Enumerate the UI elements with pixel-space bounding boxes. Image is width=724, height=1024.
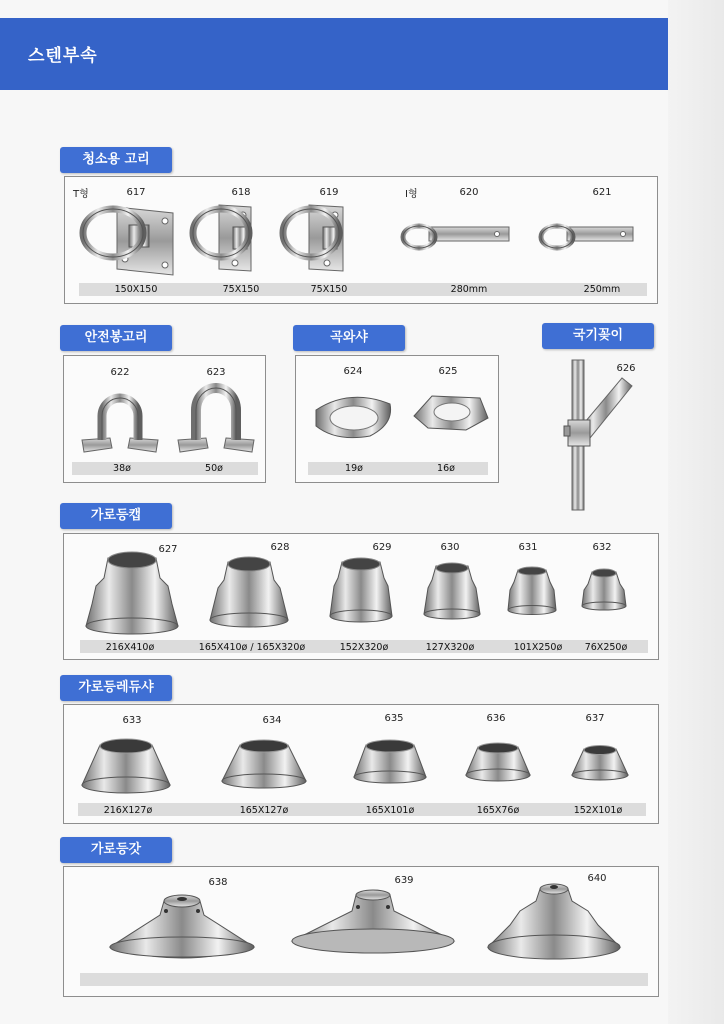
product-image-625 [410, 390, 490, 436]
product-number: 635 [384, 713, 404, 724]
product-number: 621 [592, 187, 612, 198]
product-number: 618 [231, 187, 251, 198]
product-image-623 [176, 382, 256, 456]
product-image-629 [326, 556, 396, 626]
product-image-631 [504, 564, 560, 618]
product-image-638 [104, 885, 260, 965]
product-size: 216X127ø [103, 805, 153, 816]
product-number: 617 [126, 187, 146, 198]
product-image-619 [277, 201, 353, 275]
product-size: 75X150 [310, 284, 348, 295]
product-number: 633 [122, 715, 142, 726]
product-size: 38ø [113, 463, 131, 474]
product-image-624 [310, 390, 396, 440]
product-number: 636 [486, 713, 506, 724]
tab-lamp-cap: 가로등캡 [60, 503, 172, 529]
product-image-640 [484, 879, 624, 965]
product-number: 625 [438, 366, 458, 377]
product-number: 631 [518, 542, 538, 553]
product-size: 165X127ø [239, 805, 289, 816]
product-image-635 [350, 737, 430, 787]
product-number: 620 [459, 187, 479, 198]
product-image-617 [79, 203, 179, 277]
product-size: 216X410ø [105, 642, 155, 653]
product-image-637 [568, 743, 632, 783]
lamp-reducer-panel [63, 704, 659, 824]
product-size: 152X101ø [573, 805, 623, 816]
product-number: 640 [587, 873, 607, 884]
product-size: 280mm [450, 284, 488, 295]
product-size: 19ø [345, 463, 363, 474]
tab-lamp-shade: 가로등갓 [60, 837, 172, 863]
product-size: 75X150 [222, 284, 260, 295]
product-image-633 [78, 735, 174, 795]
product-size: 152X320ø [339, 642, 389, 653]
product-number: 637 [585, 713, 605, 724]
type-i-label: I형 [405, 189, 418, 200]
tab-lamp-reducer: 가로등레듀샤 [60, 675, 172, 701]
product-image-627 [84, 548, 180, 634]
product-image-628 [208, 554, 290, 630]
product-image-626 [560, 358, 636, 512]
product-size: 165X101ø [365, 805, 415, 816]
product-number: 629 [372, 542, 392, 553]
product-size: 150X150 [114, 284, 158, 295]
product-image-621 [537, 219, 637, 255]
product-size: 50ø [205, 463, 223, 474]
product-size: 101X250ø [513, 642, 563, 653]
product-number: 622 [110, 367, 130, 378]
tab-safety-bar-ring: 안전봉고리 [60, 325, 172, 351]
product-number: 638 [208, 877, 228, 888]
product-number: 624 [343, 366, 363, 377]
product-number: 630 [440, 542, 460, 553]
product-size: 250mm [583, 284, 621, 295]
product-size: 165X410ø / 165X320ø [198, 642, 306, 653]
product-number: 639 [394, 875, 414, 886]
curved-washer-panel [295, 355, 499, 483]
product-image-636 [462, 739, 534, 785]
product-image-618 [189, 201, 265, 275]
product-image-634 [218, 737, 310, 793]
product-image-639 [288, 885, 458, 963]
product-number: 623 [206, 367, 226, 378]
tab-flag-holder: 국기꽂이 [542, 323, 654, 349]
caption-bar [80, 973, 648, 986]
product-number: 634 [262, 715, 282, 726]
tab-cleaning-hook: 청소용 고리 [60, 147, 172, 173]
type-t-label: T형 [73, 189, 89, 200]
cleaning-hook-panel [64, 176, 658, 304]
lamp-shade-panel [63, 866, 659, 997]
lamp-cap-panel [63, 533, 659, 660]
product-number: 626 [616, 363, 636, 374]
product-image-632 [578, 568, 630, 614]
page-edge [668, 0, 724, 1024]
product-image-620 [399, 219, 511, 255]
page-title: 스텐부속 [28, 46, 98, 66]
product-number: 619 [319, 187, 339, 198]
product-number: 627 [158, 544, 178, 555]
product-size: 16ø [437, 463, 455, 474]
product-size: 165X76ø [476, 805, 520, 816]
product-number: 632 [592, 542, 612, 553]
product-size: 127X320ø [425, 642, 475, 653]
safety-bar-ring-panel [63, 355, 266, 483]
product-size: 76X250ø [584, 642, 628, 653]
page-header [0, 18, 668, 90]
product-image-630 [420, 560, 484, 622]
tab-curved-washer: 곡와샤 [293, 325, 405, 351]
product-number: 628 [270, 542, 290, 553]
product-image-622 [80, 390, 160, 456]
